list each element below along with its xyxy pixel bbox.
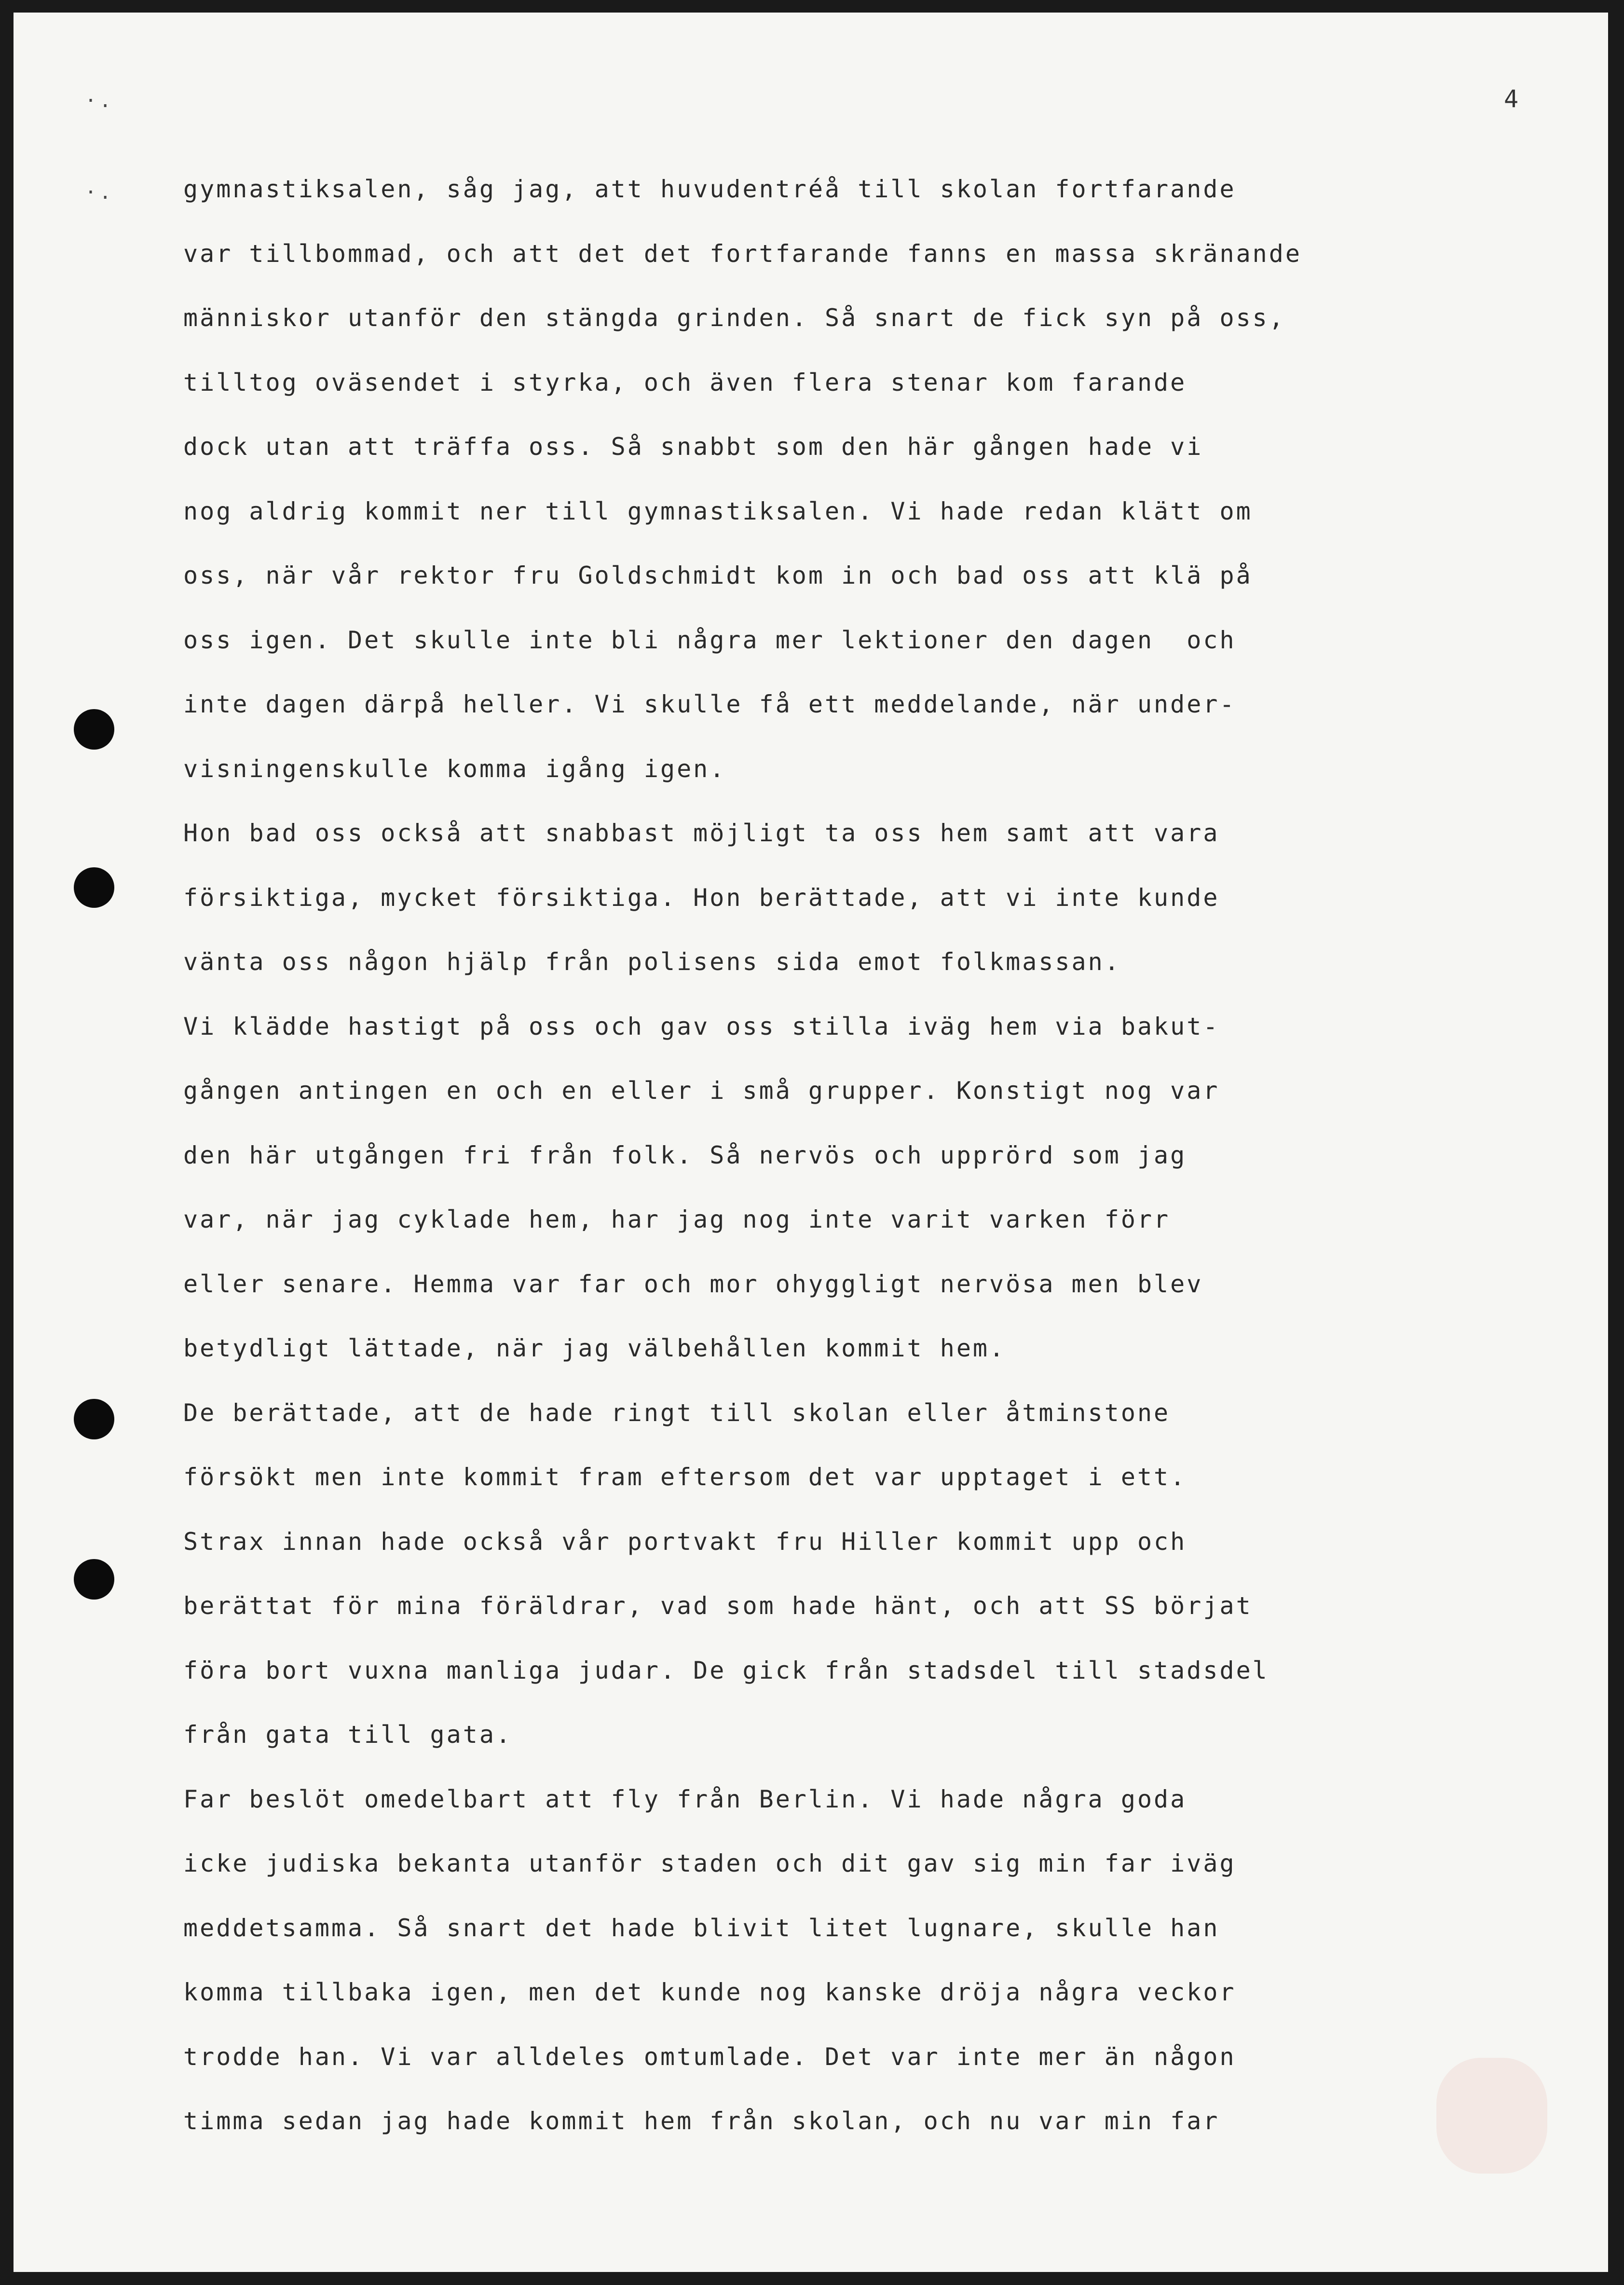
text-line: Strax innan hade också vår portvakt fru Hiller kommit upp och [183,1527,1187,1556]
punch-hole [74,867,114,908]
text-line: människor utanför den stängda grinden. Så snart de fick syn på oss, [183,304,1285,332]
text-line: De berättade, att de hade ringt till skolan eller åtminstone [183,1398,1171,1427]
text-line: från gata till gata. [183,1721,513,1749]
margin-mark: ·. [85,181,114,204]
text-line: meddetsamma. Så snart det hade blivit litet lugnare, skulle han [183,1914,1220,1942]
punch-hole [74,1559,114,1600]
text-line: var, när jag cyklade hem, har jag nog inte varit varken förr [183,1205,1171,1233]
text-line: gången antingen en och en eller i små grupper. Konstigt nog var [183,1077,1220,1105]
text-line: visningenskulle komma igång igen. [183,754,726,783]
typed-text-body [183,157,1563,2154]
text-line: Hon bad oss också att snabbast möjligt ta oss hem samt att vara [183,819,1220,847]
page-number: 4 [1504,85,1519,113]
text-line: dock utan att träffa oss. Så snabbt som den här gången hade vi [183,433,1203,461]
punch-hole [74,709,114,750]
text-line: trodde han. Vi var alldeles omtumlade. Det var inte mer än någon [183,2042,1236,2071]
text-line: berättat för mina föräldrar, vad som hade hänt, och att SS börjat [183,1592,1253,1620]
text-line: komma tillbaka igen, men det kunde nog kanske dröja några veckor [183,1978,1236,2006]
text-line: inte dagen därpå heller. Vi skulle få ett meddelande, när under- [183,690,1236,718]
text-line: var tillbommad, och att det det fortfarande fanns en massa skränande [183,239,1302,268]
margin-mark: ·. [85,90,114,112]
text-line: oss, när vår rektor fru Goldschmidt kom in och bad oss att klä på [183,561,1253,589]
text-line: icke judiska bekanta utanför staden och dit gav sig min far iväg [183,1849,1236,1877]
text-line: försökt men inte kommit fram eftersom det var upptaget i ett. [183,1463,1187,1491]
text-line: föra bort vuxna manliga judar. De gick från stadsdel till stadsdel [183,1656,1269,1684]
punch-hole [74,1399,114,1439]
text-line: tilltog oväsendet i styrka, och även flera stenar kom farande [183,368,1187,397]
text-line: försiktiga, mycket försiktiga. Hon berättade, att vi inte kunde [183,883,1220,912]
text-line: vänta oss någon hjälp från polisens sida emot folkmassan. [183,948,1121,976]
text-line: timma sedan jag hade kommit hem från skolan, och nu var min far [183,2107,1220,2135]
text-line: Far beslöt omedelbart att fly från Berlin. Vi hade några goda [183,1785,1187,1813]
text-line: betydligt lättade, när jag välbehållen kommit hem. [183,1334,1006,1362]
text-line: eller senare. Hemma var far och mor ohyggligt nervösa men blev [183,1270,1203,1298]
text-line: oss igen. Det skulle inte bli några mer lektioner den dagen och [183,626,1236,654]
text-line: Vi klädde hastigt på oss och gav oss stilla iväg hem via bakut- [183,1012,1220,1040]
text-line: nog aldrig kommit ner till gymnastiksalen. Vi hade redan klätt om [183,497,1253,525]
typewritten-page [14,13,1608,2272]
text-line: gymnastiksalen, såg jag, att huvudentréå till skolan fortfarande [183,175,1236,203]
text-line: den här utgången fri från folk. Så nervös och upprörd som jag [183,1141,1187,1169]
